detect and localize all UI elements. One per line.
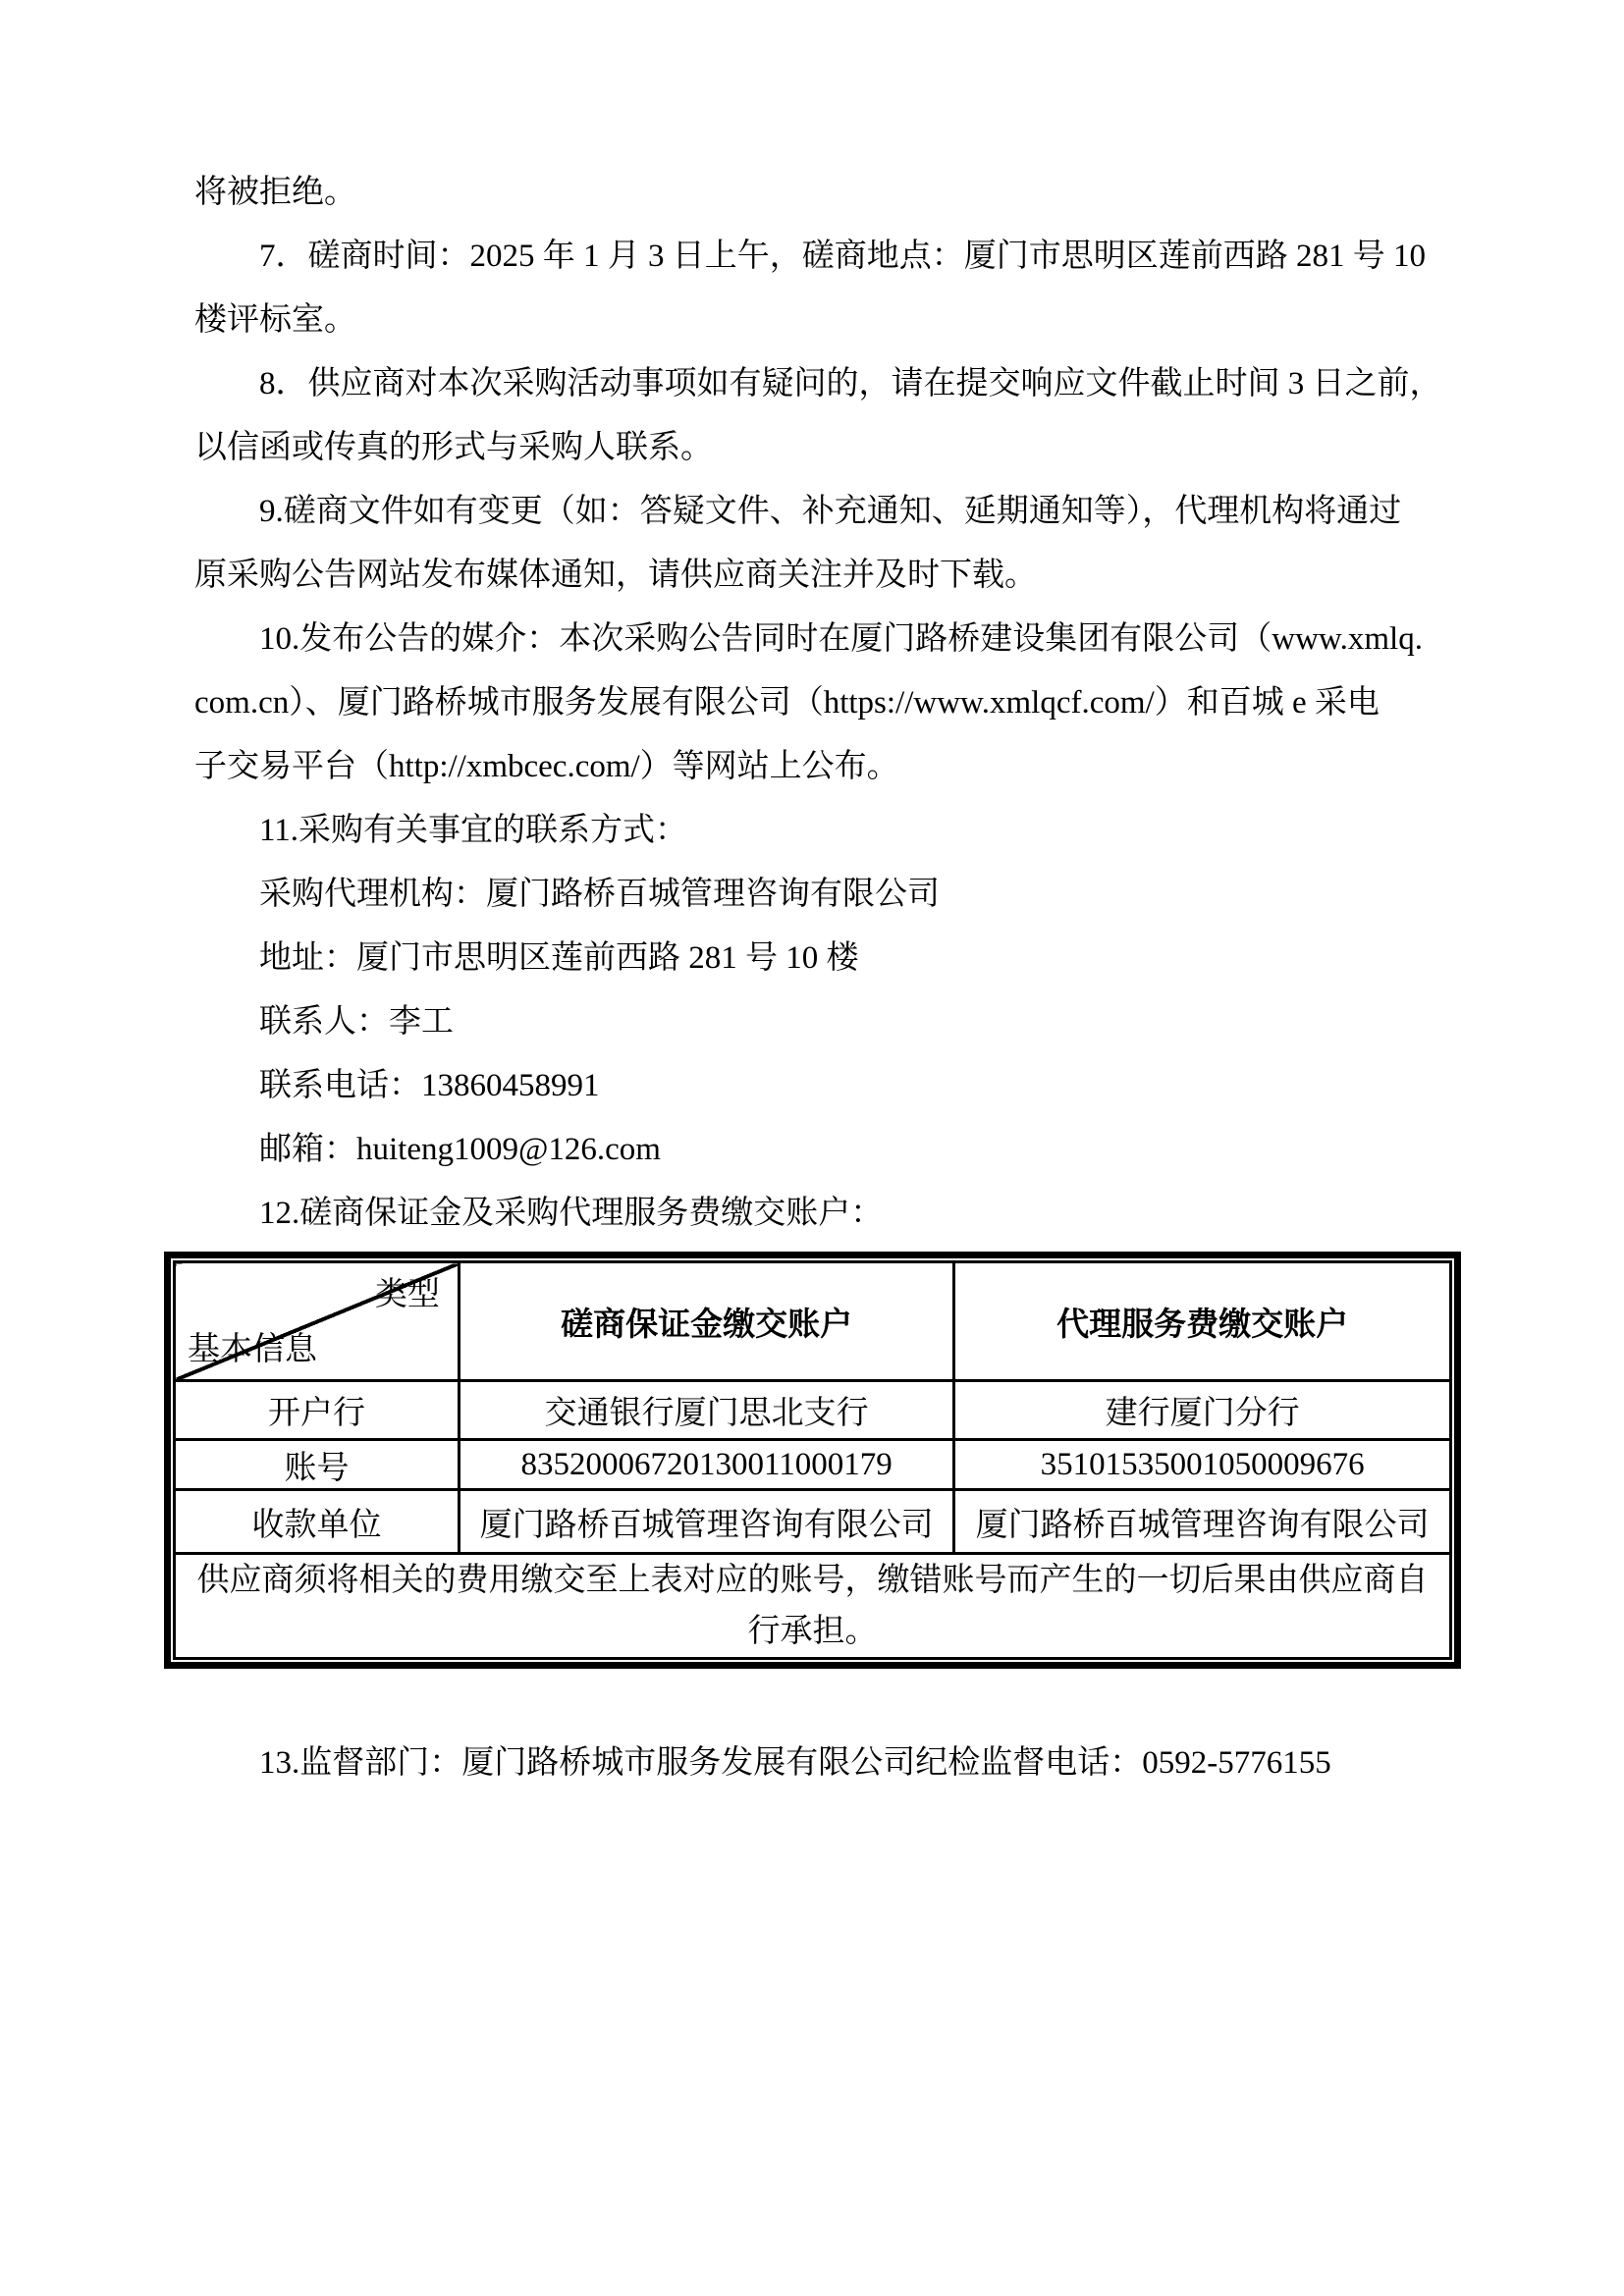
agency-fee-account-number: 35101535001050009676 bbox=[954, 1440, 1451, 1490]
row-label-account-number: 账号 bbox=[175, 1440, 460, 1490]
bank-accounts-table bbox=[164, 1252, 1461, 1669]
doc-line-item-7: 7．磋商时间：2025 年 1 月 3 日上午，磋商地点：厦门市思明区莲前西路 281 号 10 bbox=[259, 239, 1426, 274]
col-header-agency-fee-account: 代理服务费缴交账户 bbox=[954, 1262, 1451, 1381]
table-header-row bbox=[175, 1262, 1451, 1381]
table-row-payee bbox=[175, 1490, 1451, 1554]
doc-line-item-11: 11.采购有关事宜的联系方式： bbox=[259, 813, 688, 848]
row-label-bank: 开户行 bbox=[175, 1381, 460, 1440]
table-corner-cell bbox=[175, 1262, 460, 1381]
doc-line-item-10-cont1: com.cn）、厦门路桥城市服务发展有限公司（https://www.xmlqcf.com/）和百城 e 采电 bbox=[194, 685, 1380, 721]
table-note-cell bbox=[175, 1554, 1451, 1659]
table-note-row bbox=[175, 1554, 1451, 1659]
doc-line-agency: 采购代理机构：厦门路桥百城管理咨询有限公司 bbox=[259, 877, 940, 912]
doc-line-item-9-cont: 原采购公告网站发布媒体通知，请供应商关注并及时下载。 bbox=[194, 558, 1037, 593]
doc-line-item-10: 10.发布公告的媒介：本次采购公告同时在厦门路桥建设集团有限公司（www.xmlq. bbox=[259, 621, 1423, 657]
note-line-2: 行承担。 bbox=[747, 1614, 878, 1649]
row-label-payee: 收款单位 bbox=[175, 1490, 460, 1554]
note-line-1: 供应商须将相关的费用缴交至上表对应的账号，缴错账号而产生的一切后果由供应商自 bbox=[196, 1563, 1429, 1598]
doc-line-item-8-cont: 以信函或传真的形式与采购人联系。 bbox=[194, 430, 713, 465]
agency-fee-payee-name: 厦门路桥百城管理咨询有限公司 bbox=[954, 1490, 1451, 1554]
doc-line-item-8: 8．供应商对本次采购活动事项如有疑问的，请在提交响应文件截止时间 3 日之前， bbox=[259, 366, 1442, 401]
doc-line-item-9: 9.磋商文件如有变更（如：答疑文件、补充通知、延期通知等），代理机构将通过 bbox=[259, 494, 1402, 529]
doc-line-continuation-6: 将被拒绝。 bbox=[194, 175, 356, 210]
doc-line-item-13: 13.监督部门：厦门路桥城市服务发展有限公司纪检监督电话：0592-5776155 bbox=[259, 1745, 1331, 1781]
document-body bbox=[188, 161, 1442, 1795]
doc-line-address: 地址：厦门市思明区莲前西路 281 号 10 楼 bbox=[259, 940, 859, 976]
corner-label-type: 类型 bbox=[374, 1277, 440, 1312]
corner-label-basic-info: 基本信息 bbox=[188, 1332, 317, 1367]
deposit-bank-name: 交通银行厦门思北支行 bbox=[459, 1381, 953, 1440]
deposit-payee-name: 厦门路桥百城管理咨询有限公司 bbox=[459, 1490, 953, 1554]
doc-line-contact-phone: 联系电话：13860458991 bbox=[259, 1068, 600, 1103]
table-row-account-number bbox=[175, 1440, 1451, 1490]
doc-line-item-10-cont2: 子交易平台（http://xmbcec.com/）等网站上公布。 bbox=[194, 749, 899, 784]
deposit-account-number: 83520006720130011000179 bbox=[459, 1440, 953, 1490]
table-row-bank bbox=[175, 1381, 1451, 1440]
doc-line-item-12: 12.磋商保证金及采购代理服务费缴交账户： bbox=[259, 1196, 884, 1231]
agency-fee-bank-name: 建行厦门分行 bbox=[954, 1381, 1451, 1440]
doc-line-item-7-cont: 楼评标室。 bbox=[194, 302, 356, 338]
col-header-deposit-account: 磋商保证金缴交账户 bbox=[459, 1262, 953, 1381]
doc-line-contact-person: 联系人：李工 bbox=[259, 1004, 454, 1040]
doc-line-email: 邮箱：huiteng1009@126.com bbox=[259, 1132, 661, 1167]
